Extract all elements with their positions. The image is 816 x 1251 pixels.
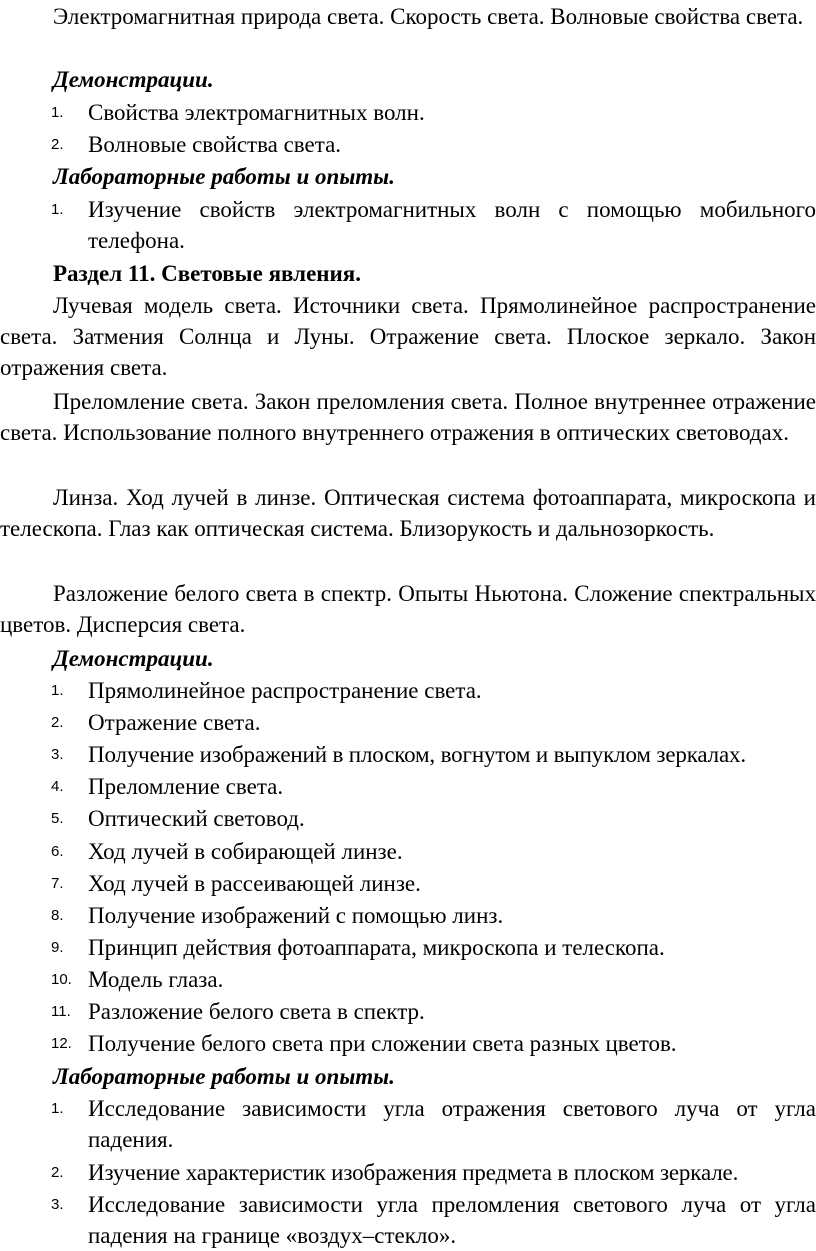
list-text: Исследование зависимости угла отражения светового луча от угла падения.	[88, 1096, 816, 1152]
list-text: Получение изображений с помощью линз.	[88, 903, 504, 928]
list-item	[0, 1157, 816, 1188]
body-paragraph: Линза. Ход лучей в линзе. Оптическая система фотоаппарата, микроскопа и телескопа. Глаз как оптическая система. Близорукость и дальнозоркость.	[0, 485, 816, 541]
demo-heading-2: Демонстрации.	[53, 646, 214, 671]
list-item	[0, 675, 816, 706]
list-item	[0, 771, 816, 802]
list-text: Преломление света.	[88, 774, 284, 799]
list-text: Модель глаза.	[88, 967, 224, 992]
list-text: Прямолинейное распространение света.	[88, 678, 482, 703]
list-text: Свойства электромагнитных волн.	[88, 100, 425, 125]
list-number: 12.	[51, 1035, 72, 1052]
body-paragraph: Разложение белого света в спектр. Опыты Ньютона. Сложение спектральных цветов. Дисперсия света.	[0, 581, 816, 637]
list-number: 4.	[51, 778, 64, 795]
lab-heading-2: Лабораторные работы и опыты.	[53, 1064, 395, 1089]
demo-heading-1: Демонстрации.	[53, 67, 214, 92]
list-text: Ход лучей в собирающей линзе.	[88, 839, 403, 864]
section-heading: Раздел 11. Световые явления.	[53, 261, 361, 286]
list-text: Получение белого света при сложении света разных цветов.	[88, 1031, 677, 1056]
list-number: 1.	[51, 201, 64, 218]
list-number: 2.	[51, 1164, 64, 1181]
list-text: Получение изображений в плоском, вогнутом и выпуклом зеркалах.	[88, 742, 747, 767]
list-number: 5.	[51, 810, 64, 827]
list-number: 9.	[51, 939, 64, 956]
list-item	[0, 900, 816, 931]
list-text: Разложение белого света в спектр.	[88, 999, 425, 1024]
list-item	[0, 1093, 816, 1155]
body-paragraph: Преломление света. Закон преломления света. Полное внутреннее отражение света. Использование полного внутреннего отражения в оптических световодах.	[0, 389, 816, 445]
list-item	[0, 194, 816, 256]
list-item	[0, 868, 816, 899]
list-number: 11.	[51, 1003, 71, 1020]
list-item	[0, 739, 816, 770]
list-number: 10.	[51, 971, 72, 988]
list-number: 2.	[51, 136, 64, 153]
list-item	[0, 964, 816, 995]
list-item	[0, 1028, 816, 1059]
body-paragraph: Лучевая модель света. Источники света. Прямолинейное распространение света. Затмения Солнца и Луны. Отражение света. Плоское зеркало. Закон отражения света.	[0, 293, 816, 380]
list-text: Волновые свойства света.	[88, 132, 342, 157]
list-item	[0, 707, 816, 738]
list-number: 1.	[51, 104, 64, 121]
list-text: Оптический световод.	[88, 806, 305, 831]
list-number: 3.	[51, 746, 64, 763]
list-item	[0, 932, 816, 963]
list-item	[0, 1189, 816, 1251]
list-number: 1.	[51, 1100, 64, 1117]
list-item	[0, 97, 816, 128]
list-item	[0, 836, 816, 867]
list-number: 8.	[51, 907, 64, 924]
list-item	[0, 803, 816, 834]
list-text: Изучение характеристик изображения предмета в плоском зеркале.	[88, 1160, 739, 1185]
intro-paragraph: Электромагнитная природа света. Скорость света. Волновые свойства света.	[53, 4, 804, 29]
list-text: Ход лучей в рассеивающей линзе.	[88, 871, 421, 896]
list-number: 7.	[51, 875, 64, 892]
list-item	[0, 996, 816, 1027]
list-text: Исследование зависимости угла преломления светового луча от угла падения на границе «воздух–стекло».	[88, 1192, 816, 1248]
list-number: 2.	[51, 714, 64, 731]
lab-heading-1: Лабораторные работы и опыты.	[53, 164, 395, 189]
list-text: Изучение свойств электромагнитных волн с помощью мобильного телефона.	[88, 197, 816, 253]
list-number: 1.	[51, 682, 64, 699]
list-number: 6.	[51, 843, 64, 860]
list-item	[0, 129, 816, 160]
list-text: Отражение света.	[88, 710, 261, 735]
list-number: 3.	[51, 1196, 64, 1213]
list-text: Принцип действия фотоаппарата, микроскопа и телескопа.	[88, 935, 665, 960]
